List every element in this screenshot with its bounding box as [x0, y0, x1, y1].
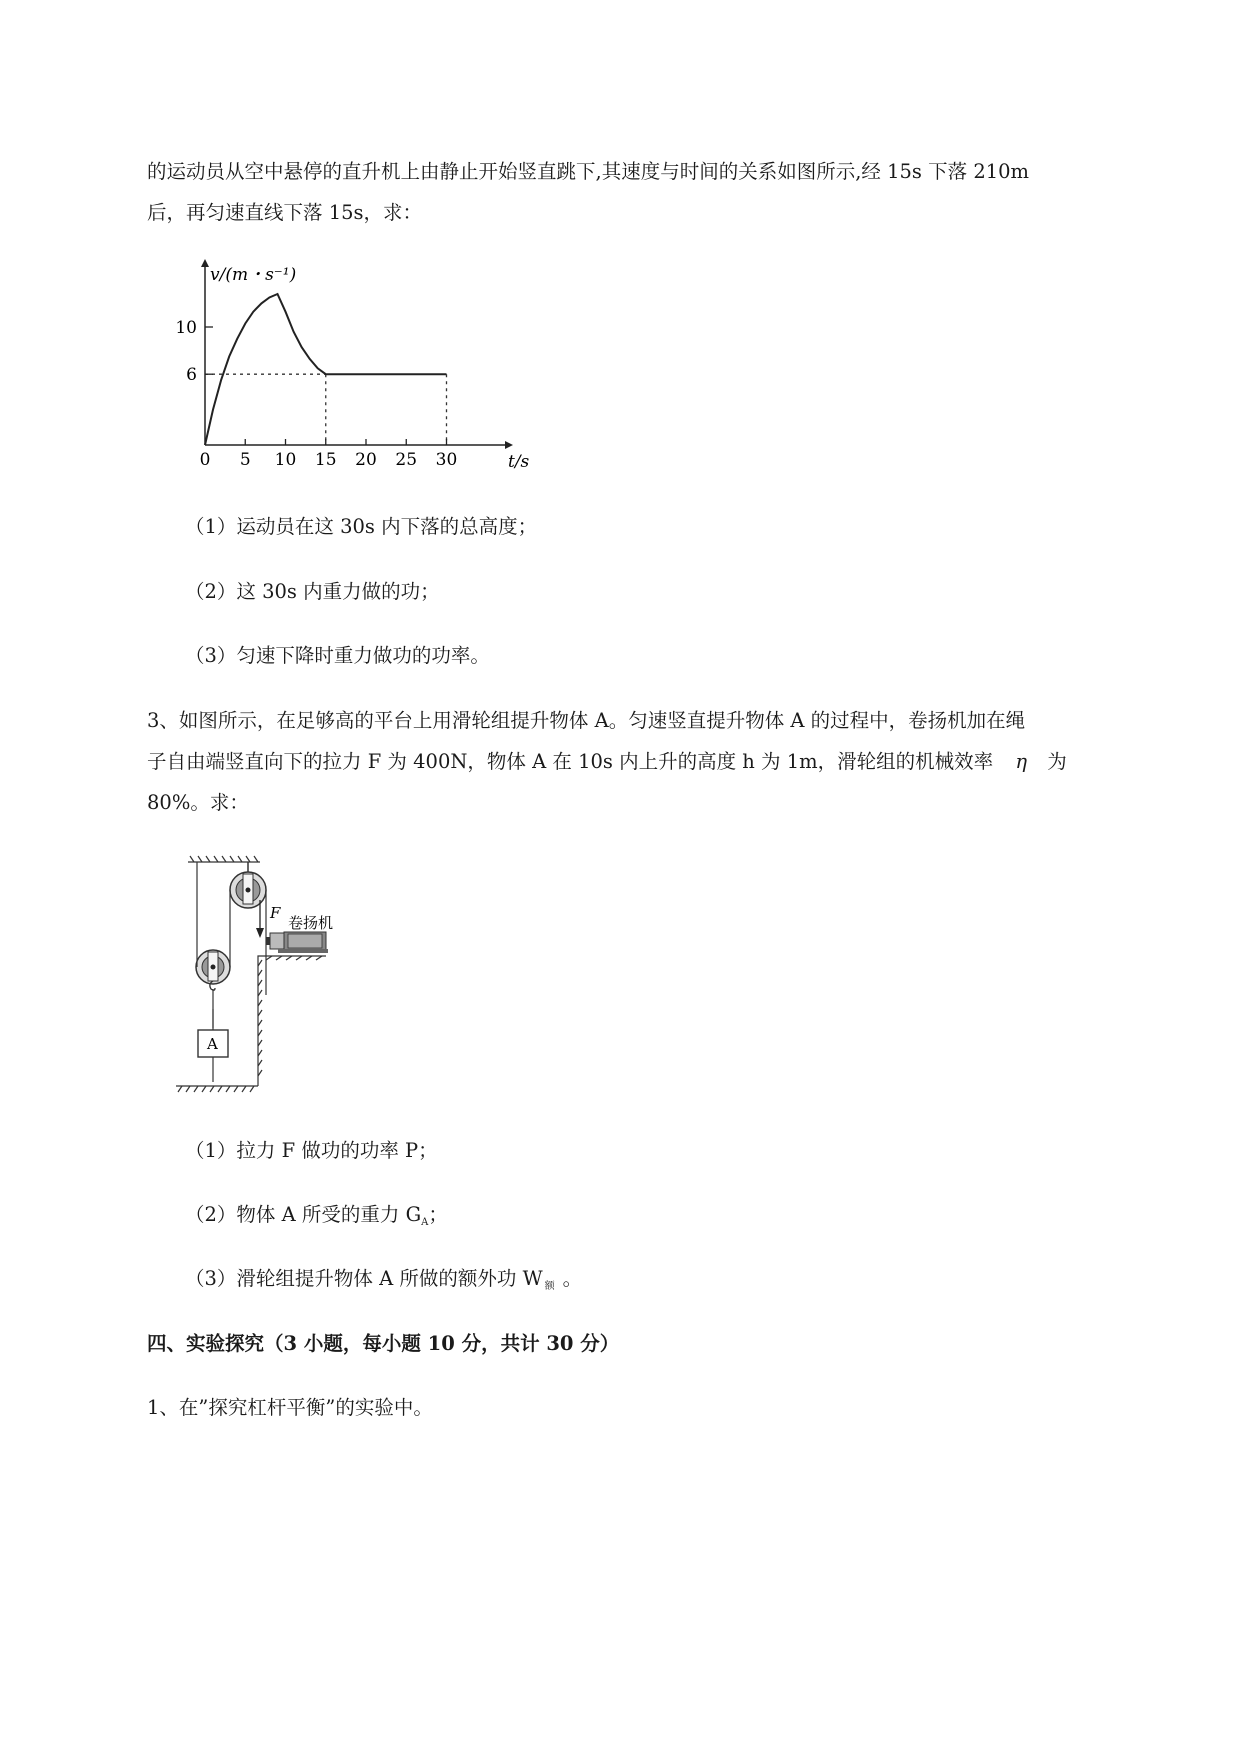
y-tick-label: 10 — [175, 318, 197, 338]
x-tick-label: 0 — [199, 450, 211, 470]
problem-3-question-2-end: ； — [428, 1203, 448, 1226]
chart-dashed-guides — [205, 374, 447, 445]
problem-3-question-2-text: （2）物体 A 所受的重力 G — [185, 1203, 422, 1226]
x-tick-label: 30 — [435, 450, 458, 470]
efficiency-symbol: η — [1015, 750, 1028, 773]
block-a-label: A — [207, 1035, 218, 1053]
problem-3-question-3-text: （3）滑轮组提升物体 A 所做的额外功 W — [185, 1267, 543, 1290]
problem-3-line-2-end: 为 — [1047, 750, 1067, 773]
winch-machine — [266, 932, 328, 953]
problem-3-question-2 — [185, 1205, 448, 1228]
movable-pulley — [196, 950, 230, 990]
problem-3-line-3: 80%。求： — [147, 791, 249, 814]
problem-3-question-3-end: 。 — [562, 1267, 583, 1290]
platform-wall — [258, 956, 326, 1086]
x-tick-label: 5 — [239, 450, 251, 470]
pulley-system-figure — [170, 850, 490, 1095]
y-axis-label: v/(m・s⁻¹) — [210, 265, 297, 285]
x-axis-label: t/s — [508, 452, 530, 472]
extra-work-subscript: 额 — [544, 1281, 555, 1292]
section-4-question-1: 1、在”探究杠杆平衡”的实验中。 — [147, 1396, 433, 1419]
chart-axes — [201, 259, 513, 449]
problem-2-intro-line-2: 后，再匀速直线下落 15s，求： — [147, 201, 423, 224]
x-axis-arrow — [505, 441, 513, 449]
gravity-subscript: A — [421, 1217, 429, 1228]
velocity-curve — [205, 294, 447, 445]
x-tick-label: 10 — [274, 450, 297, 470]
x-tick-label: 15 — [314, 450, 337, 470]
ceiling-support — [188, 856, 260, 862]
winch-label: 卷扬机 — [288, 914, 334, 932]
problem-3-line-1: 3、如图所示，在足够高的平台上用滑轮组提升物体 A。匀速竖直提升物体 A 的过程中，卷扬机加在绳 — [147, 709, 1026, 732]
problem-3-question-1: （1）拉力 F 做功的功率 P； — [185, 1139, 438, 1162]
y-tick-label: 6 — [186, 365, 197, 386]
velocity-time-chart — [170, 255, 540, 490]
force-label: F — [270, 904, 281, 922]
problem-2-question-3: （3）匀速下降时重力做功的功率。 — [185, 644, 490, 667]
problem-3-line-2-text: 子自由端竖直向下的拉力 F 为 400N，物体 A 在 10s 内上升的高度 h 为 1m，滑轮组的机械效率 — [147, 750, 994, 773]
section-4-heading: 四、实验探究（3 小题，每小题 10 分，共计 30 分） — [147, 1332, 620, 1355]
y-axis-arrow — [201, 259, 209, 267]
problem-2-question-2: （2）这 30s 内重力做的功； — [185, 580, 440, 603]
problem-3-question-3 — [185, 1269, 582, 1292]
problem-3-line-2 — [147, 752, 1067, 772]
problem-2-intro-line-1: 的运动员从空中悬停的直升机上由静止开始竖直跳下,其速度与时间的关系如图所示,经 15s 下落 210m — [147, 160, 1030, 183]
ground — [176, 1086, 258, 1092]
x-tick-label: 25 — [395, 450, 418, 470]
x-tick-label: 20 — [355, 450, 377, 470]
problem-2-question-1: （1）运动员在这 30s 内下落的总高度； — [185, 515, 538, 538]
